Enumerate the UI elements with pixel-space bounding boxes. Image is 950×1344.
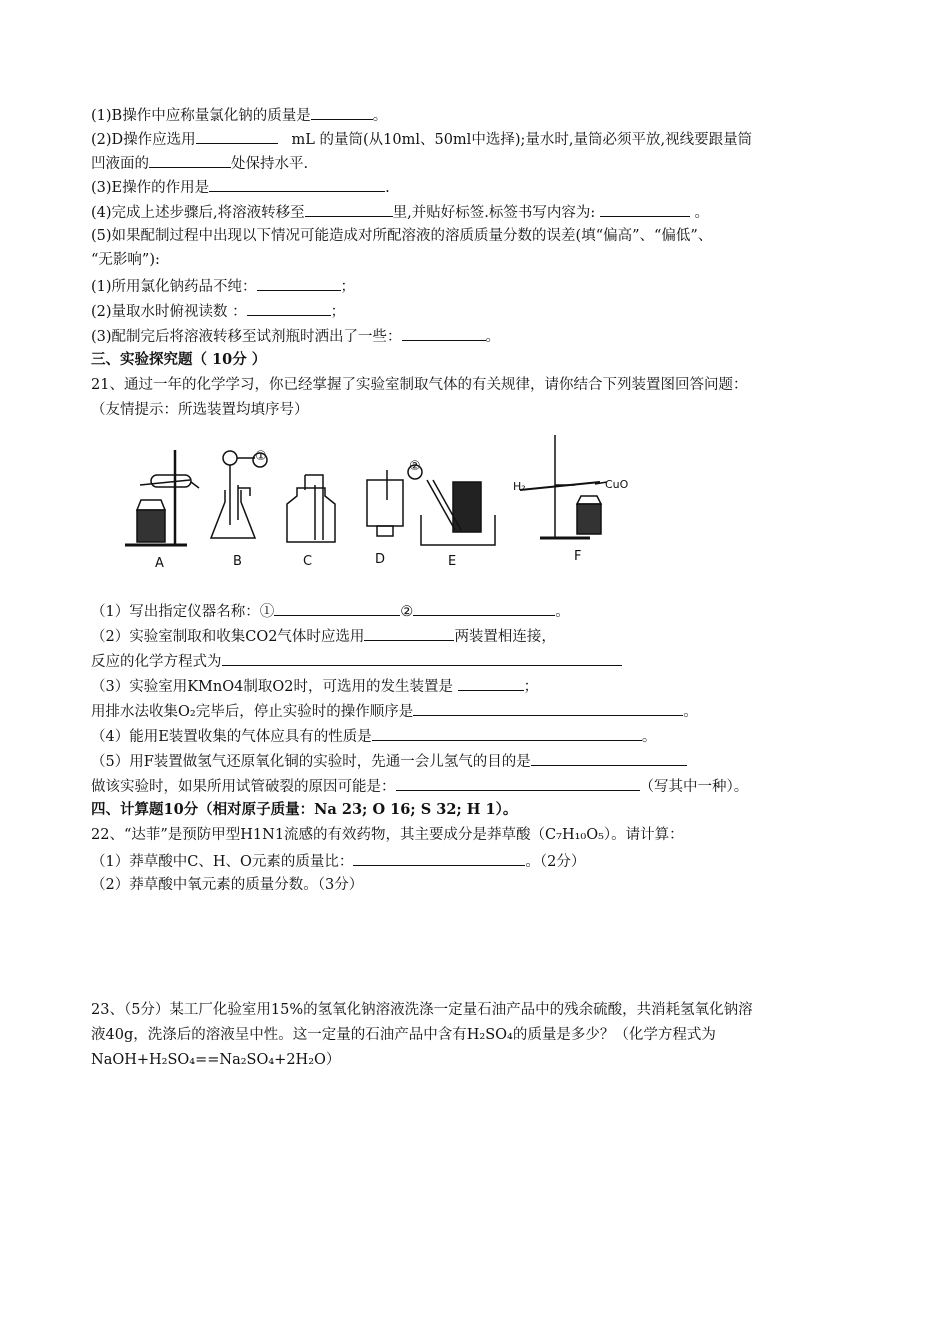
apparatus-drawing [115, 430, 655, 580]
marker-1: ① [255, 449, 267, 464]
apparatus-d [367, 470, 403, 536]
answer-blank[interactable] [305, 201, 393, 217]
marker-2: ② [409, 459, 421, 474]
q23-line1: 23、（5分）某工厂化验室用15%的氢氧化钠溶液洗涤一定量石油产品中的残余硫酸，共消耗氢氧化钠溶 [91, 1002, 753, 1018]
answer-blank[interactable] [458, 675, 524, 691]
q20-part5: (5)如果配制过程中出现以下情况可能造成对所配溶液的溶质质量分数的误差(填“偏高”、“偏低”、 [91, 228, 713, 244]
q20-part5-cont: “无影响”): [91, 252, 160, 268]
q20-part5-2: (2)量取水时俯视读数 ： ； [91, 300, 345, 322]
apparatus-b [211, 451, 267, 538]
apparatus-e [408, 465, 495, 545]
q21-hint: （友情提示：所选装置均填序号） [91, 402, 309, 418]
answer-blank[interactable] [209, 176, 385, 192]
q22-part2: （2）莽草酸中氧元素的质量分数。（3分） [91, 877, 364, 893]
answer-blank[interactable] [600, 201, 690, 217]
q20-part4: (4)完成上述步骤后,将溶液转移至 里,并贴好标签.标签书写内容为: 。 [91, 201, 709, 223]
apparatus-figure [115, 430, 655, 580]
answer-blank[interactable] [149, 152, 231, 168]
answer-blank[interactable] [353, 850, 525, 866]
answer-blank[interactable] [364, 625, 454, 641]
q21-part4: （4）能用E装置收集的气体应具有的性质是 。 [91, 725, 656, 747]
answer-blank[interactable] [257, 275, 341, 291]
q22-stem: 22、“达菲”是预防甲型H1N1流感的有效药物，其主要成分是莽草酸（C₇H₁₀O₅）。请计算： [91, 827, 684, 843]
label-cuo: CuO [605, 478, 629, 491]
q20-part2-cont: 凹液面的 处保持水平. [91, 152, 308, 174]
answer-blank[interactable] [396, 775, 640, 791]
apparatus-a [125, 450, 199, 545]
answer-blank[interactable] [222, 650, 622, 666]
q20-part2: (2)D操作应选用 mL 的量筒(从10ml、50ml中选择);量水时,量筒必须平放,视线要跟量筒 [91, 128, 752, 150]
label-c: C [303, 554, 313, 569]
label-h2: H₂ [513, 480, 526, 493]
label-d: D [375, 552, 386, 567]
answer-blank[interactable] [413, 600, 555, 616]
q21-part2: （2）实验室制取和收集CO2气体时应选用 两装置相连接， [91, 625, 556, 647]
q21-part1: （1）写出指定仪器名称：① ② 。 [91, 600, 570, 622]
label-e: E [448, 554, 457, 569]
apparatus-f [520, 435, 607, 538]
q20-part3: (3)E操作的作用是 . [91, 176, 390, 198]
q22-part1: （1）莽草酸中C、H、O元素的质量比： 。（2分） [91, 850, 585, 872]
q21-part3: （3）实验室用KMnO4制取O2时，可选用的发生装置是 ； [91, 675, 538, 697]
section-3-heading: 三、实验探究题（ 10分 ） [91, 351, 267, 368]
q23-line2: 液40g，洗涤后的溶液呈中性。这一定量的石油产品中含有H₂SO₄的质量是多少？（化学方程式为 [91, 1027, 716, 1043]
q21-stem: 21、通过一年的化学学习，你已经掌握了实验室制取气体的有关规律，请你结合下列装置图回答问题： [91, 377, 748, 393]
answer-blank[interactable] [247, 300, 331, 316]
answer-blank[interactable] [402, 325, 486, 341]
q21-part2-cont: 反应的化学方程式为 [91, 650, 622, 672]
answer-blank[interactable] [372, 725, 642, 741]
answer-blank[interactable] [531, 750, 687, 766]
q21-part5-cont: 做该实验时，如果所用试管破裂的原因可能是： （写其中一种）。 [91, 775, 748, 797]
q20-part1: (1)B操作中应称量氯化钠的质量是 。 [91, 104, 387, 126]
label-a: A [155, 556, 164, 571]
answer-blank[interactable] [311, 104, 373, 120]
q21-part5: （5）用F装置做氢气还原氧化铜的实验时，先通一会儿氢气的目的是 [91, 750, 687, 772]
q23-line3: NaOH+H₂SO₄==Na₂SO₄+2H₂O） [91, 1052, 341, 1068]
answer-blank[interactable] [274, 600, 400, 616]
answer-blank[interactable] [413, 700, 683, 716]
q20-part5-3: (3)配制完后将溶液转移至试剂瓶时洒出了一些： 。 [91, 325, 500, 347]
section-4-heading: 四、计算题10分（相对原子质量：Na 23; O 16; S 32; H 1）。 [91, 801, 518, 818]
label-f: F [574, 549, 582, 564]
answer-blank[interactable] [196, 128, 278, 144]
apparatus-c [287, 475, 335, 542]
label-b: B [233, 554, 242, 569]
q21-part3-cont: 用排水法收集O₂完毕后，停止实验时的操作顺序是 。 [91, 700, 698, 722]
q20-part5-1: (1)所用氯化钠药品不纯： ； [91, 275, 355, 297]
